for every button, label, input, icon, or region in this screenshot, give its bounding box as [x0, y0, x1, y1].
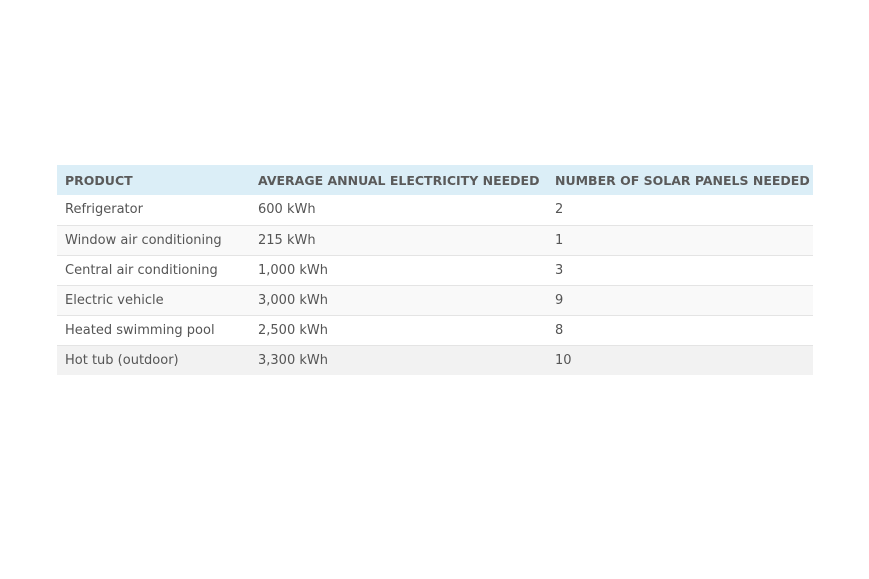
cell-electricity: 2,500 kWh: [258, 322, 328, 338]
header-row: [57, 165, 813, 195]
cell-electricity: 3,000 kWh: [258, 292, 328, 308]
cell-product: Heated swimming pool: [65, 322, 215, 338]
cell-panels: 10: [555, 352, 572, 368]
table-row: [57, 195, 813, 225]
cell-panels: 3: [555, 262, 564, 278]
cell-panels: 2: [555, 202, 564, 218]
solar-panel-table: [57, 165, 813, 375]
cell-product: Window air conditioning: [65, 232, 222, 248]
cell-electricity: 600 kWh: [258, 202, 316, 218]
table-row: [57, 255, 813, 285]
table-row: [57, 225, 813, 255]
cell-electricity: 1,000 kWh: [258, 262, 328, 278]
table-header: [57, 165, 813, 195]
header-cell-product: PRODUCT: [65, 172, 133, 188]
cell-panels: 1: [555, 232, 564, 248]
solar-panel-table-container: [57, 165, 813, 375]
table-body: [57, 195, 813, 375]
cell-product: Refrigerator: [65, 202, 143, 218]
cell-product: Central air conditioning: [65, 262, 218, 278]
cell-product: Electric vehicle: [65, 292, 164, 308]
cell-panels: 9: [555, 292, 564, 308]
table-row: [57, 285, 813, 315]
cell-panels: 8: [555, 322, 564, 338]
cell-electricity: 215 kWh: [258, 232, 316, 248]
header-cell-electricity: AVERAGE ANNUAL ELECTRICITY NEEDED: [258, 172, 540, 188]
header-cell-panels: NUMBER OF SOLAR PANELS NEEDED: [555, 172, 810, 188]
table-row: [57, 345, 813, 375]
table-row: [57, 315, 813, 345]
cell-electricity: 3,300 kWh: [258, 352, 328, 368]
cell-product: Hot tub (outdoor): [65, 352, 179, 368]
